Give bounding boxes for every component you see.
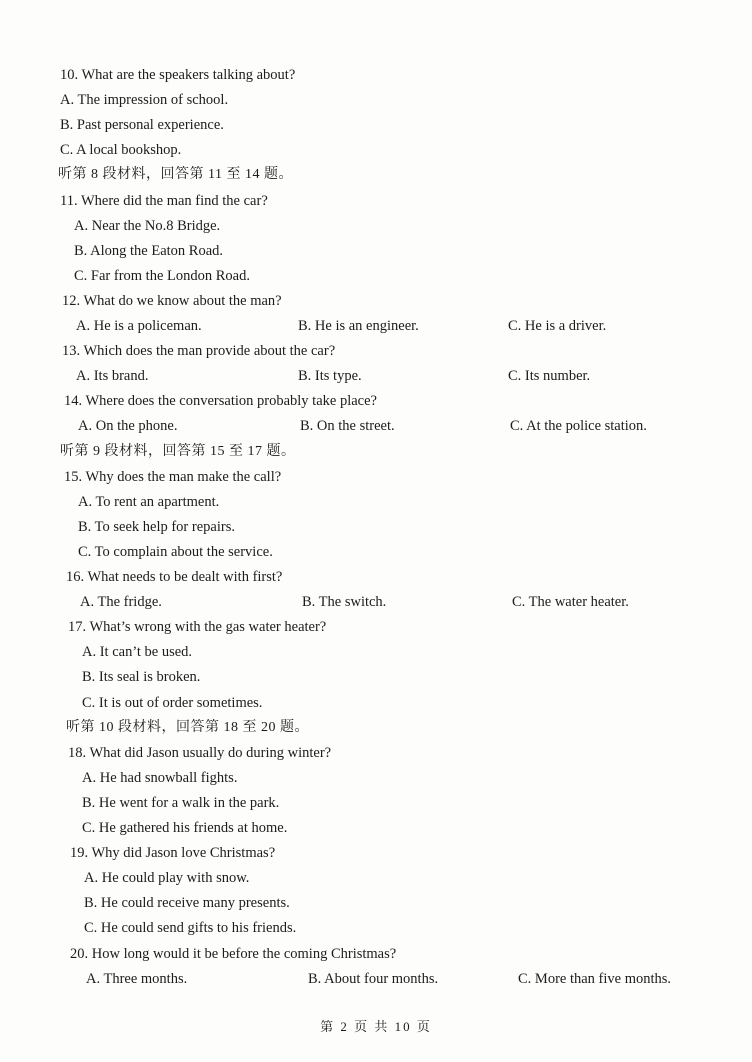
option-c: C. More than five months. [518, 970, 672, 987]
option: A. To rent an apartment. [78, 493, 220, 510]
option-c: C. He is a driver. [508, 318, 607, 334]
option-b: B. The switch. [302, 594, 387, 611]
question: 19. Why did Jason love Christmas? [70, 845, 276, 862]
option-c: C. At the police station. [510, 418, 647, 435]
option-c: C. Its number. [508, 368, 591, 385]
question: 10. What are the speakers talking about? [60, 67, 296, 83]
option: A. He had snowball fights. [82, 769, 238, 786]
option: C. He could send gifts to his friends. [84, 920, 297, 937]
option: B. To seek help for repairs. [78, 518, 235, 535]
option: C. Far from the London Road. [74, 267, 250, 284]
section-heading: 听第 10 段材料，回答第 18 至 20 题。 [66, 719, 309, 735]
option-a: A. On the phone. [78, 418, 178, 435]
question: 12. What do we know about the man? [62, 292, 282, 309]
option-a: A. Three months. [86, 970, 188, 987]
option: C. He gathered his friends at home. [82, 820, 288, 836]
question: 18. What did Jason usually do during winter? [68, 744, 332, 761]
option: C. To complain about the service. [78, 543, 273, 560]
option: A. He could play with snow. [84, 870, 250, 887]
option: B. He could receive many presents. [84, 895, 290, 912]
option: C. It is out of order sometimes. [82, 694, 263, 711]
question: 11. Where did the man find the car? [60, 192, 268, 209]
section-heading: 听第 9 段材料，回答第 15 至 17 题。 [60, 443, 296, 459]
option-a: A. He is a policeman. [76, 318, 202, 334]
option: A. The impression of school. [60, 92, 229, 109]
option: A. It can’t be used. [82, 644, 193, 661]
option-a: A. Its brand. [76, 368, 149, 385]
option: B. He went for a walk in the park. [82, 794, 280, 811]
question: 14. Where does the conversation probably take place? [64, 393, 377, 410]
question: 17. What’s wrong with the gas water heater? [68, 619, 327, 636]
option: B. Past personal experience. [60, 117, 224, 134]
option-b: B. On the street. [300, 418, 395, 435]
option-b: B. Its type. [298, 368, 362, 385]
option-c: C. The water heater. [512, 594, 629, 611]
question: 13. Which does the man provide about the car? [62, 343, 336, 360]
option-b: B. He is an engineer. [298, 318, 419, 334]
option: A. Near the No.8 Bridge. [74, 217, 221, 234]
option: C. A local bookshop. [60, 142, 182, 159]
option-b: B. About four months. [308, 970, 439, 987]
question: 16. What needs to be dealt with first? [66, 569, 283, 585]
option: B. Its seal is broken. [82, 669, 201, 686]
question: 15. Why does the man make the call? [64, 468, 282, 485]
section-heading: 听第 8 段材料，回答第 11 至 14 题。 [58, 167, 293, 183]
page-footer: 第 2 页 共 10 页 [320, 1019, 432, 1034]
option-a: A. The fridge. [80, 594, 162, 611]
option: B. Along the Eaton Road. [74, 242, 224, 259]
question: 20. How long would it be before the coming Christmas? [70, 945, 397, 962]
